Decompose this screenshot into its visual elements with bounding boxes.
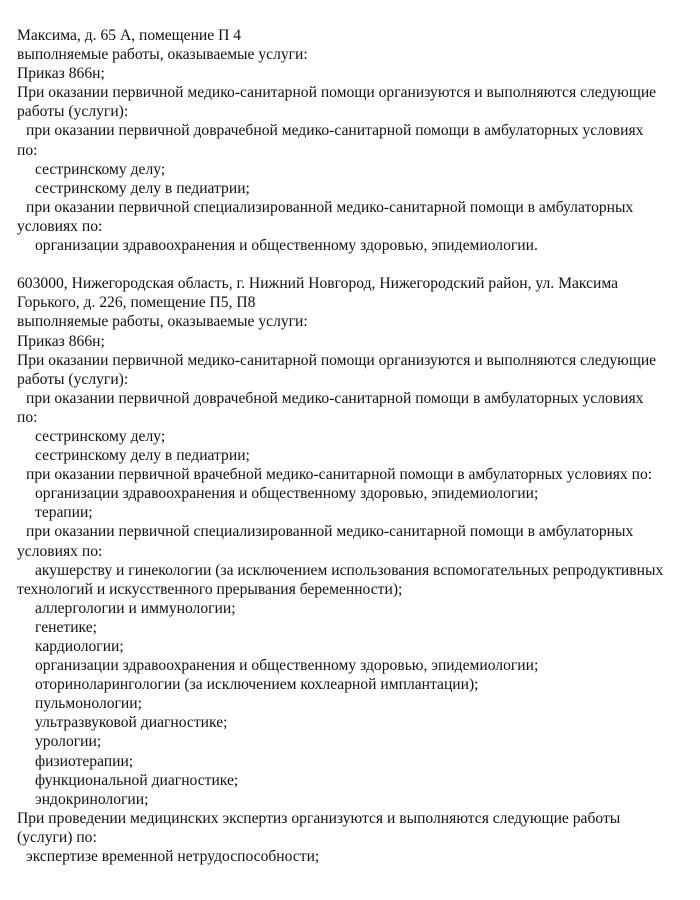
works-heading: выполняемые работы, оказываемые услуги: xyxy=(17,46,308,64)
list-item: пульмонологии; xyxy=(35,695,142,713)
primary-care-intro: При оказании первичной медико-санитарной помощи организуются и выполняются следующие xyxy=(17,351,657,369)
list-item: экспертизе временной нетрудоспособности; xyxy=(26,848,320,866)
address: Максима, д. 65 А, помещение П 4 xyxy=(17,27,242,44)
primary-care-intro-continued: работы (услуги): xyxy=(17,103,129,121)
address-continued: Горького, д. 226, помещение П5, П8 xyxy=(17,294,256,312)
list-item: организации здравоохранения и общественному здоровью, эпидемиологии; xyxy=(35,485,539,503)
list-item: организации здравоохранения и общественному здоровью, эпидемиологии. xyxy=(35,237,538,255)
address: 603000, Нижегородская область, г. Нижний Новгород, Нижегородский район, ул. Максима xyxy=(17,275,619,293)
specialized-care-heading-continued: условиях по: xyxy=(17,542,103,560)
list-item: сестринскому делу в педиатрии; xyxy=(35,447,250,465)
license-section-2 xyxy=(17,274,682,866)
primary-care-intro: При оказании первичной медико-санитарной помощи организуются и выполняются следующие xyxy=(17,84,657,102)
order-reference: Приказ 866н; xyxy=(17,65,105,83)
expertise-intro-continued: (услуги) по: xyxy=(17,828,97,846)
section-spacer xyxy=(17,255,682,274)
predoctor-care-heading-continued: по: xyxy=(17,408,38,426)
predoctor-care-heading-continued: по: xyxy=(17,141,38,159)
list-item: кардиологии; xyxy=(35,638,124,655)
specialized-care-heading-continued: условиях по: xyxy=(17,217,103,235)
list-item: терапии; xyxy=(35,504,93,522)
list-item: ультразвуковой диагностике; xyxy=(35,714,228,732)
list-item: оториноларингологии (за исключением кохлеарной имплантации); xyxy=(35,676,479,694)
list-item: физиотерапии; xyxy=(35,752,134,770)
list-item: организации здравоохранения и общественному здоровью, эпидемиологии; xyxy=(35,657,539,675)
list-item-continued: технологий и искусственного прерывания беременности); xyxy=(17,580,403,598)
predoctor-care-heading: при оказании первичной доврачебной медико-санитарной помощи в амбулаторных условиях xyxy=(26,122,644,140)
expertise-intro: При проведении медицинских экспертиз организуются и выполняются следующие работы xyxy=(17,809,621,827)
list-item: сестринскому делу; xyxy=(35,427,166,445)
predoctor-care-heading: при оказании первичной доврачебной медико-санитарной помощи в амбулаторных условиях xyxy=(26,389,644,407)
list-item: аллергологии и иммунологии; xyxy=(35,599,236,617)
list-item: урологии; xyxy=(35,733,102,751)
order-reference: Приказ 866н; xyxy=(17,332,105,350)
list-item: эндокринологии; xyxy=(35,790,149,808)
list-item: сестринскому делу; xyxy=(35,160,166,178)
license-section-1 xyxy=(17,26,682,255)
specialized-care-heading: при оказании первичной специализированной медико-санитарной помощи в амбулаторных xyxy=(26,198,634,216)
document-page xyxy=(17,26,682,866)
list-item: акушерству и гинекологии (за исключением использования вспомогательных репродуктивных xyxy=(35,561,664,579)
works-heading: выполняемые работы, оказываемые услуги: xyxy=(17,313,308,331)
specialized-care-heading: при оказании первичной специализированной медико-санитарной помощи в амбулаторных xyxy=(26,523,634,541)
doctor-care-heading: при оказании первичной врачебной медико-санитарной помощи в амбулаторных условиях по: xyxy=(26,466,653,484)
list-item: сестринскому делу в педиатрии; xyxy=(35,179,250,197)
list-item: функциональной диагностике; xyxy=(35,771,239,789)
primary-care-intro-continued: работы (услуги): xyxy=(17,370,129,388)
list-item: генетике; xyxy=(35,618,97,636)
